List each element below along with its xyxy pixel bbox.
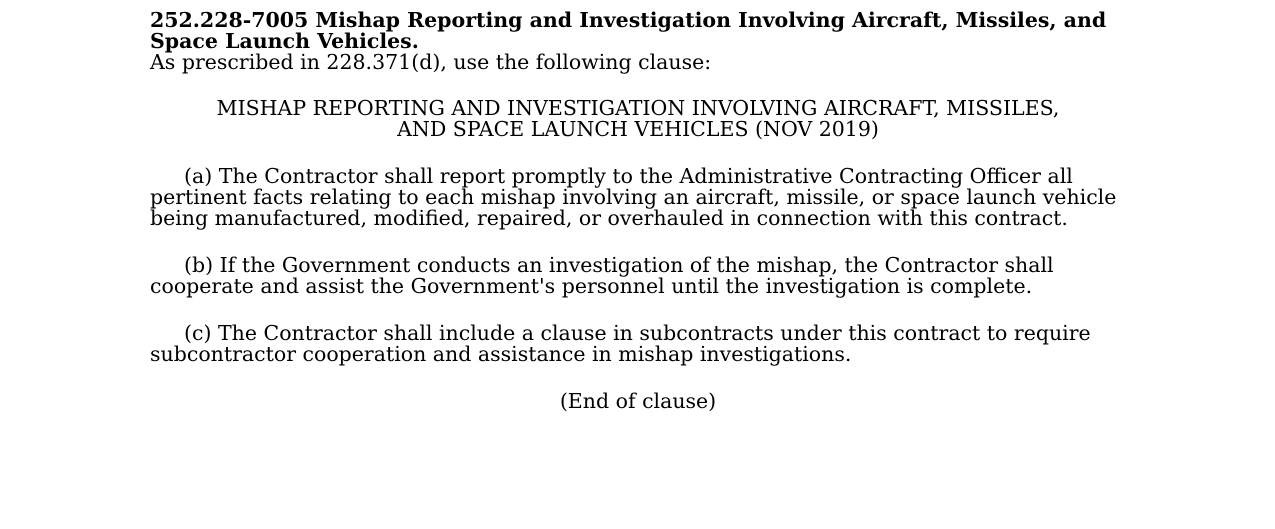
end-of-clause: (End of clause) bbox=[559, 389, 717, 413]
clause-title-line-1: MISHAP REPORTING AND INVESTIGATION INVOLVING AIRCRAFT, MISSILES, bbox=[216, 96, 1060, 120]
clause-document bbox=[150, 10, 1126, 412]
prescription-text: As prescribed in 228.371(d), use the following clause: bbox=[150, 50, 712, 74]
paragraph-b: (b) If the Government conducts an investigation of the mishap, the Contractor shall cooperate and assist the Government's personnel until the investigation is complete. bbox=[150, 253, 1054, 298]
clause-title-line-2: AND SPACE LAUNCH VEHICLES (NOV 2019) bbox=[397, 117, 879, 141]
section-heading: 252.228-7005 Mishap Reporting and Investigation Involving Aircraft, Missiles, and Space Launch Vehicles. bbox=[150, 8, 1107, 53]
paragraph-c: (c) The Contractor shall include a clause in subcontracts under this contract to require subcontractor cooperation and assistance in mishap investigations. bbox=[150, 321, 1091, 366]
paragraph-a: (a) The Contractor shall report promptly to the Administrative Contracting Officer all pertinent facts relating to each mishap involving an aircraft, missile, or space launch vehicle being manufactured, modified, repaired, or overhauled in connection with this contract. bbox=[150, 164, 1117, 230]
clause-title bbox=[150, 98, 1126, 140]
